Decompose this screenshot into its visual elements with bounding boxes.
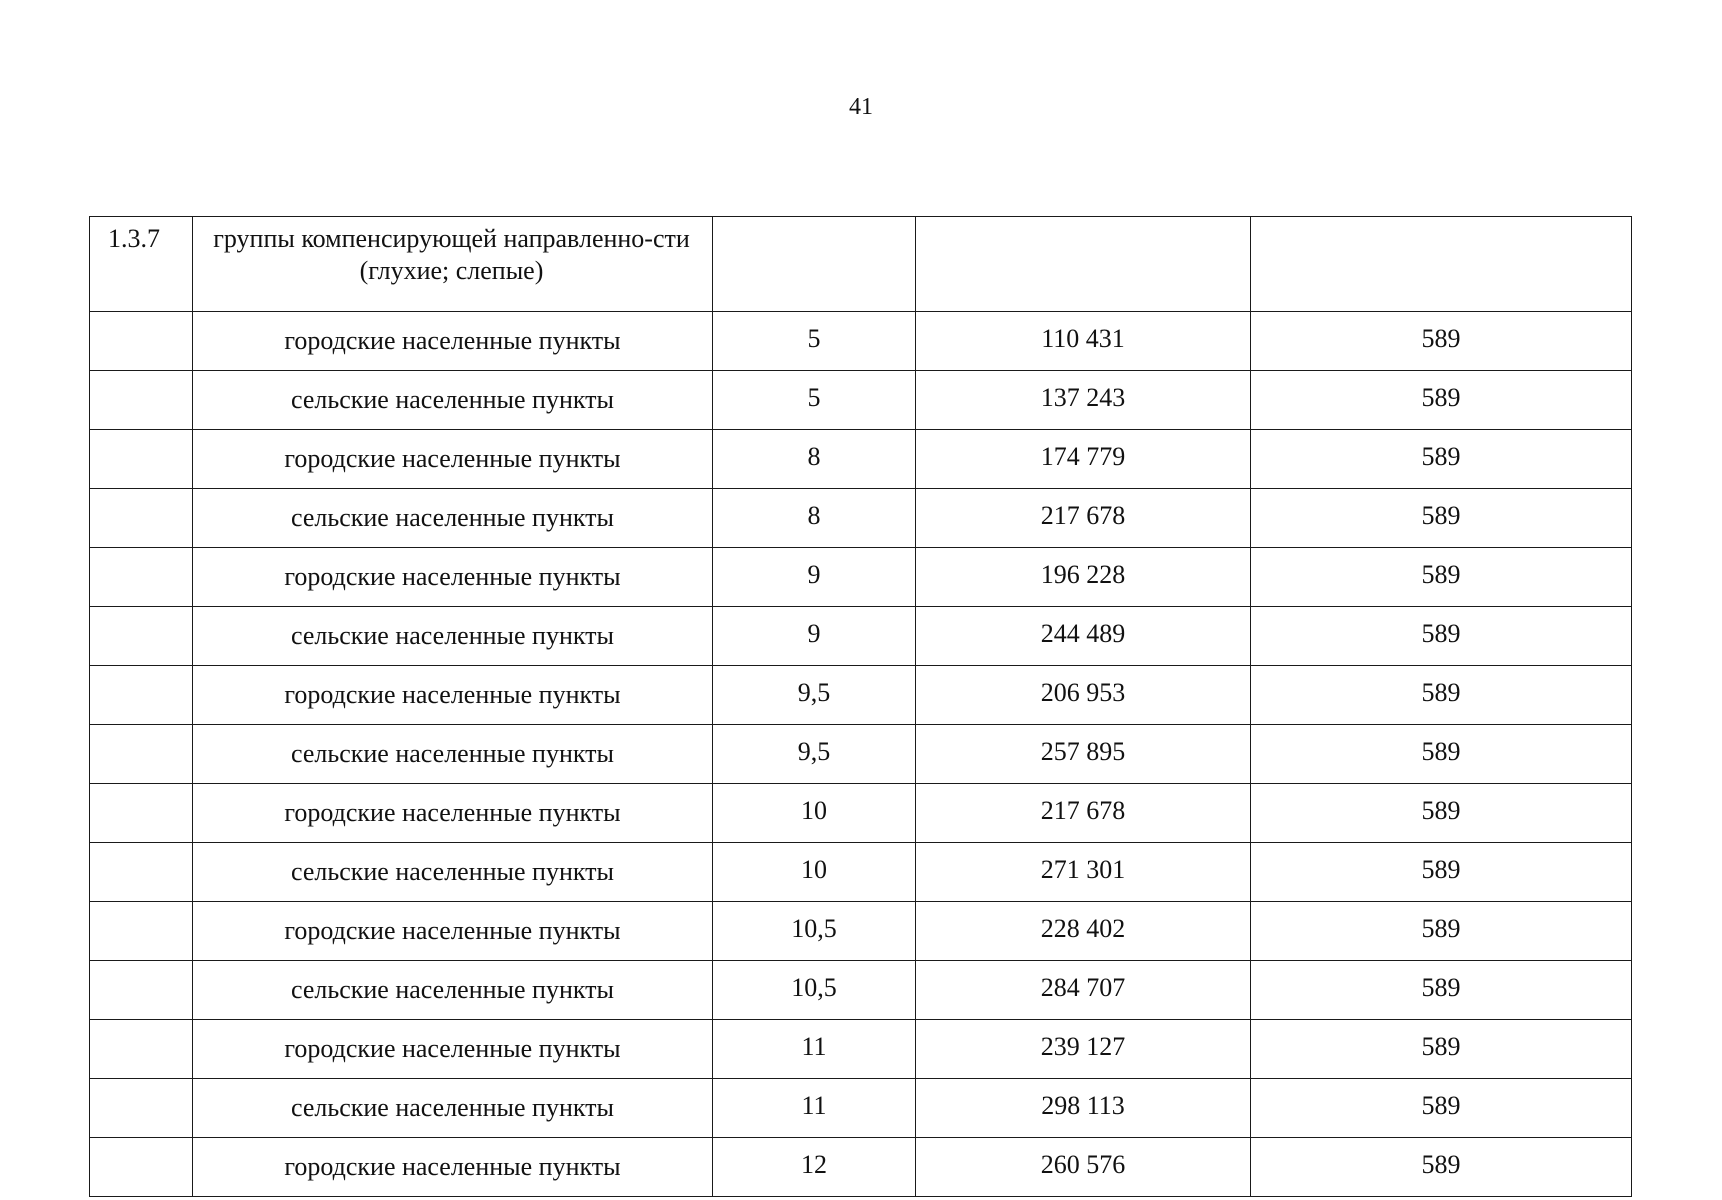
extra-amount-cell: 589 (1251, 725, 1632, 784)
extra-amount-cell: 589 (1251, 666, 1632, 725)
table-row (90, 961, 1632, 1020)
hours-cell: 9 (713, 607, 916, 666)
hours-cell: 8 (713, 430, 916, 489)
amount-cell: 110 431 (916, 312, 1251, 371)
hours-cell: 5 (713, 371, 916, 430)
settlement-type-cell: городские населенные пункты (193, 784, 713, 843)
row-number-cell (90, 607, 193, 666)
row-number-cell (90, 489, 193, 548)
settlement-type-cell: сельские населенные пункты (193, 961, 713, 1020)
hours-cell: 12 (713, 1138, 916, 1197)
amount-cell: 228 402 (916, 902, 1251, 961)
table-row (90, 548, 1632, 607)
extra-amount-cell: 589 (1251, 1079, 1632, 1138)
row-number-cell (90, 548, 193, 607)
table-row (90, 902, 1632, 961)
extra-amount-cell: 589 (1251, 430, 1632, 489)
settlement-type-cell: городские населенные пункты (193, 666, 713, 725)
hours-cell: 9 (713, 548, 916, 607)
page-number: 41 (849, 94, 873, 120)
table-row (90, 1079, 1632, 1138)
row-number-cell (90, 312, 193, 371)
amount-cell: 217 678 (916, 784, 1251, 843)
hours-cell: 8 (713, 489, 916, 548)
extra-amount-cell: 589 (1251, 548, 1632, 607)
settlement-type-cell: сельские населенные пункты (193, 843, 713, 902)
settlement-type-cell: сельские населенные пункты (193, 725, 713, 784)
table-row (90, 430, 1632, 489)
table-row (90, 725, 1632, 784)
amount-cell: 217 678 (916, 489, 1251, 548)
extra-amount-cell: 589 (1251, 902, 1632, 961)
hours-cell: 9,5 (713, 666, 916, 725)
settlement-type-cell: сельские населенные пункты (193, 371, 713, 430)
section-number: 1.3.7 (90, 217, 193, 312)
empty-cell (1251, 217, 1632, 312)
table-row (90, 1020, 1632, 1079)
row-number-cell (90, 784, 193, 843)
extra-amount-cell: 589 (1251, 371, 1632, 430)
empty-cell (713, 217, 916, 312)
row-number-cell (90, 843, 193, 902)
table-row (90, 312, 1632, 371)
hours-cell: 10,5 (713, 961, 916, 1020)
table-row (90, 607, 1632, 666)
table-row (90, 666, 1632, 725)
row-number-cell (90, 1020, 193, 1079)
table-row (90, 489, 1632, 548)
amount-cell: 271 301 (916, 843, 1251, 902)
section-title: группы компенсирующей направленно-сти (глухие; слепые) (193, 217, 713, 312)
row-number-cell (90, 430, 193, 489)
empty-cell (916, 217, 1251, 312)
row-number-cell (90, 1079, 193, 1138)
row-number-cell (90, 961, 193, 1020)
settlement-type-cell: городские населенные пункты (193, 1020, 713, 1079)
settlement-type-cell: городские населенные пункты (193, 548, 713, 607)
amount-cell: 257 895 (916, 725, 1251, 784)
table-row (90, 1138, 1632, 1197)
amount-cell: 196 228 (916, 548, 1251, 607)
extra-amount-cell: 589 (1251, 784, 1632, 843)
table-row (90, 371, 1632, 430)
settlement-type-cell: городские населенные пункты (193, 312, 713, 371)
amount-cell: 284 707 (916, 961, 1251, 1020)
hours-cell: 10 (713, 784, 916, 843)
extra-amount-cell: 589 (1251, 961, 1632, 1020)
amount-cell: 298 113 (916, 1079, 1251, 1138)
settlement-type-cell: городские населенные пункты (193, 902, 713, 961)
extra-amount-cell: 589 (1251, 489, 1632, 548)
table-row (90, 784, 1632, 843)
hours-cell: 5 (713, 312, 916, 371)
row-number-cell (90, 666, 193, 725)
hours-cell: 11 (713, 1079, 916, 1138)
settlement-type-cell: сельские населенные пункты (193, 1079, 713, 1138)
amount-cell: 137 243 (916, 371, 1251, 430)
hours-cell: 10,5 (713, 902, 916, 961)
row-number-cell (90, 1138, 193, 1197)
settlement-type-cell: городские населенные пункты (193, 1138, 713, 1197)
hours-cell: 9,5 (713, 725, 916, 784)
extra-amount-cell: 589 (1251, 607, 1632, 666)
table-row (90, 843, 1632, 902)
row-number-cell (90, 725, 193, 784)
extra-amount-cell: 589 (1251, 1138, 1632, 1197)
row-number-cell (90, 902, 193, 961)
amount-cell: 260 576 (916, 1138, 1251, 1197)
section-header-row (90, 217, 1632, 312)
hours-cell: 10 (713, 843, 916, 902)
hours-cell: 11 (713, 1020, 916, 1079)
tariff-table (89, 216, 1632, 1197)
extra-amount-cell: 589 (1251, 843, 1632, 902)
amount-cell: 239 127 (916, 1020, 1251, 1079)
extra-amount-cell: 589 (1251, 1020, 1632, 1079)
settlement-type-cell: городские населенные пункты (193, 430, 713, 489)
amount-cell: 174 779 (916, 430, 1251, 489)
extra-amount-cell: 589 (1251, 312, 1632, 371)
amount-cell: 244 489 (916, 607, 1251, 666)
settlement-type-cell: сельские населенные пункты (193, 607, 713, 666)
row-number-cell (90, 371, 193, 430)
amount-cell: 206 953 (916, 666, 1251, 725)
settlement-type-cell: сельские населенные пункты (193, 489, 713, 548)
